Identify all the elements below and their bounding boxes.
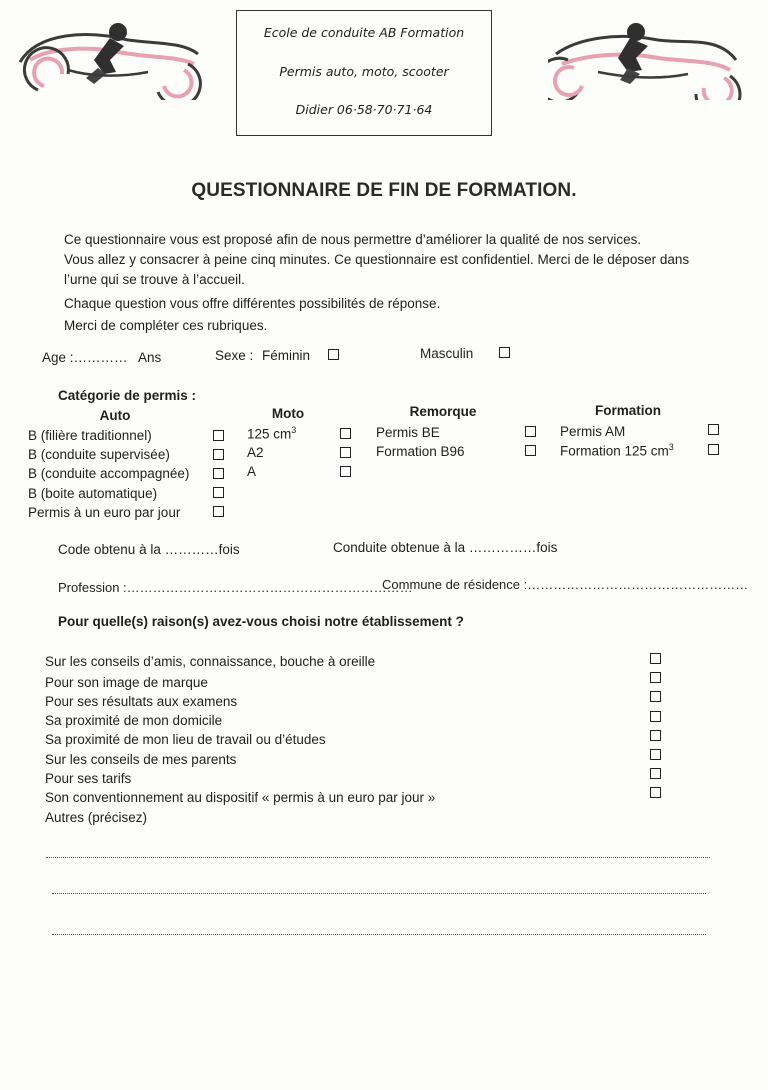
school-name: Ecole de conduite AB Formation [263,25,465,40]
intro-line: Vous allez y consacrer à peine cinq minutes. Ce questionnaire est confidentiel. Merci de le déposer dans [64,252,690,267]
auto-option: B (conduite accompagnée) [28,466,190,481]
reason-item: Pour son image de marque [45,675,208,690]
female-label: Féminin [262,348,311,363]
reason-item: Sur les conseils de mes parents [45,752,237,767]
formation-option-checkbox[interactable] [708,424,719,435]
page-title: QUESTIONNAIRE DE FIN DE FORMATION. [191,180,577,201]
formation-option: Permis AM [560,424,626,439]
auto-column-title: Auto [99,408,131,423]
licence-types: Permis auto, moto, scooter [279,64,449,79]
auto-option-checkbox[interactable] [213,506,224,517]
motorcycle-logo-left [8,12,208,100]
reason-checkbox[interactable] [650,768,661,779]
auto-option: B (filière traditionnel) [28,428,152,443]
reason-checkbox[interactable] [650,787,661,798]
auto-option: B (conduite supervisée) [28,447,170,462]
auto-option-checkbox[interactable] [213,487,224,498]
other-reason-label: Autres (précisez) [45,810,148,825]
reason-item: Pour ses résultats aux examens [45,694,238,709]
moto-option-checkbox[interactable] [340,447,351,458]
reason-checkbox[interactable] [650,672,661,683]
reason-checkbox[interactable] [650,691,661,702]
school-header-box [236,10,492,136]
other-reason-line[interactable] [46,857,710,858]
remorque-option-checkbox[interactable] [525,445,536,456]
formation-125-text: Formation 125 cm [560,443,669,459]
age-field[interactable]: Age :………… [42,350,128,365]
profession-field[interactable]: Profession :………………………………………………………… [58,580,413,595]
permit-category-heading: Catégorie de permis : [58,388,197,403]
commune-field[interactable]: Commune de résidence :…………………………………………… [382,577,749,592]
formation-option-checkbox[interactable] [708,444,719,455]
motorcycle-logo-right [548,12,748,100]
remorque-column-title: Remorque [409,404,477,419]
remorque-option-checkbox[interactable] [525,426,536,437]
auto-option: B (boite automatique) [28,486,158,501]
male-checkbox[interactable] [499,347,510,358]
other-reason-line[interactable] [52,934,706,935]
auto-option-checkbox[interactable] [213,449,224,460]
other-reason-line[interactable] [52,893,706,894]
reason-item: Sa proximité de mon domicile [45,713,223,728]
moto-125-exponent: 3 [291,425,297,435]
driving-attempts-field[interactable]: Conduite obtenue à la ……………fois [333,540,558,555]
remorque-option: Formation B96 [376,444,465,459]
intro-line: Ce questionnaire vous est proposé afin de nous permettre d’améliorer la qualité de nos services. [64,232,642,247]
intro-line: l’urne qui se trouve à l’accueil. [64,272,245,287]
moto-option-checkbox[interactable] [340,466,351,477]
reason-checkbox[interactable] [650,711,661,722]
female-checkbox[interactable] [328,349,339,360]
code-attempts-field[interactable]: Code obtenu à la …………fois [58,542,240,557]
sex-label: Sexe : [215,348,254,363]
reasons-question: Pour quelle(s) raison(s) avez-vous choisi notre établissement ? [58,614,464,629]
intro-line: Merci de compléter ces rubriques. [64,318,268,333]
reason-checkbox[interactable] [650,749,661,760]
formation-option-125 [560,442,674,459]
intro-line: Chaque question vous offre différentes possibilités de réponse. [64,296,441,311]
formation-125-exponent: 3 [668,442,674,452]
moto-column-title: Moto [271,406,305,421]
formation-column-title: Formation [595,403,661,418]
male-label: Masculin [420,346,474,361]
moto-option: A2 [247,445,264,460]
auto-option: Permis à un euro par jour [28,505,181,520]
reason-checkbox[interactable] [650,730,661,741]
contact-phone: Didier 06·58·70·71·64 [295,102,433,117]
moto-option: A [247,464,257,479]
auto-option-checkbox[interactable] [213,430,224,441]
reason-checkbox[interactable] [650,653,661,664]
reason-item: Son conventionnement au dispositif « permis à un euro par jour » [45,790,436,805]
moto-option-checkbox[interactable] [340,428,351,439]
age-unit: Ans [138,350,162,365]
reason-item: Pour ses tarifs [45,771,132,786]
moto-125-text: 125 cm [247,426,292,442]
remorque-option: Permis BE [376,425,440,440]
reason-item: Sa proximité de mon lieu de travail ou d’études [45,732,326,747]
moto-option-125 [247,425,296,442]
reason-item: Sur les conseils d’amis, connaissance, bouche à oreille [45,654,376,669]
auto-option-checkbox[interactable] [213,468,224,479]
